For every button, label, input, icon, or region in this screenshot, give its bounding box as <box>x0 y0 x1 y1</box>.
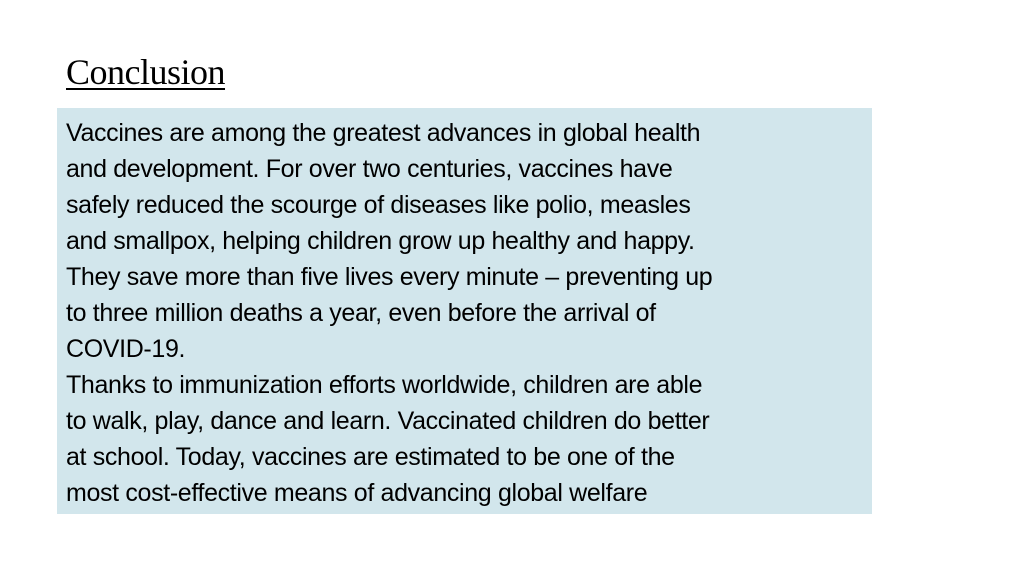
paragraph-immunization-benefits: Thanks to immunization efforts worldwide, children are able to walk, play, dance and learn. Vaccinated children do better at school. Today, vaccines are estimated to be one of the most cost-effective means of advancing global welfare <box>66 371 710 507</box>
slide-title: Conclusion <box>66 52 226 92</box>
paragraph-vaccines-overview: Vaccines are among the greatest advances in global health and development. For over two centuries, vaccines have safely reduced the scourge of diseases like polio, measles and smallpox, helping children grow up healthy and happy. They save more than five lives every minute – preventing up to three million deaths a year, even before the arrival of COVID-19. <box>66 119 713 363</box>
content-box <box>57 108 872 514</box>
